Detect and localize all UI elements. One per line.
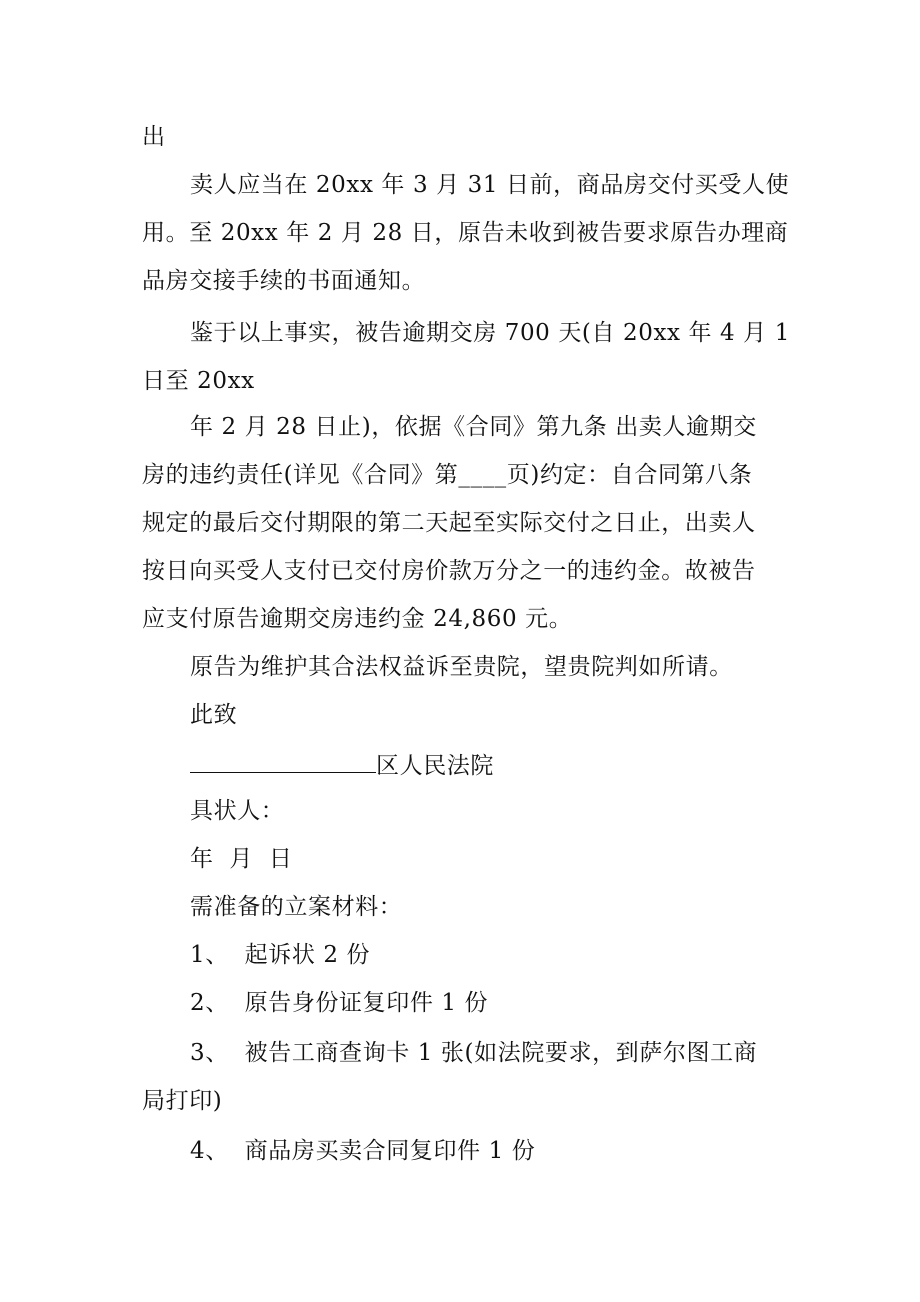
text-line: 出 bbox=[142, 124, 166, 150]
text-line: 房的违约责任(详见《合同》第____页)约定：自合同第八条 bbox=[142, 462, 753, 488]
text-line: 用。至 20xx 年 2 月 28 日，原告未收到被告要求原告办理商 bbox=[142, 220, 789, 246]
text-line: 规定的最后交付期限的第二天起至实际交付之日止，出卖人 bbox=[142, 510, 756, 536]
text-line: 品房交接手续的书面通知。 bbox=[142, 268, 426, 294]
court-suffix: 区人民法院 bbox=[376, 753, 494, 779]
date-line: 年 月 日 bbox=[190, 846, 293, 872]
text-line: 原告为维护其合法权益诉至贵院，望贵院判如所请。 bbox=[190, 654, 733, 680]
list-item-continuation: 局打印) bbox=[142, 1088, 223, 1114]
signer-label: 具状人： bbox=[190, 798, 285, 824]
text-line: 日至 20xx bbox=[142, 368, 255, 394]
materials-heading: 需准备的立案材料： bbox=[190, 894, 403, 920]
text-line: 卖人应当在 20xx 年 3 月 31 日前，商品房交付买受人使 bbox=[190, 172, 790, 198]
court-name-blank bbox=[190, 748, 376, 773]
text-line: 年 2 月 28 日止)，依据《合同》第九条 出卖人逾期交 bbox=[190, 414, 757, 440]
list-item: 1、 起诉状 2 份 bbox=[190, 942, 371, 968]
text-line: 应支付原告逾期交房违约金 24,860 元。 bbox=[142, 606, 573, 632]
list-item: 3、 被告工商查询卡 1 张(如法院要求，到萨尔图工商 bbox=[190, 1040, 758, 1066]
text-line: 按日向买受人支付已交付房价款万分之一的违约金。故被告 bbox=[142, 558, 756, 584]
list-item: 2、 原告身份证复印件 1 份 bbox=[190, 990, 489, 1016]
salutation: 此致 bbox=[190, 702, 238, 728]
court-line bbox=[190, 748, 494, 781]
text-line: 鉴于以上事实，被告逾期交房 700 天(自 20xx 年 4 月 1 bbox=[190, 320, 790, 346]
list-item: 4、 商品房买卖合同复印件 1 份 bbox=[190, 1138, 536, 1164]
